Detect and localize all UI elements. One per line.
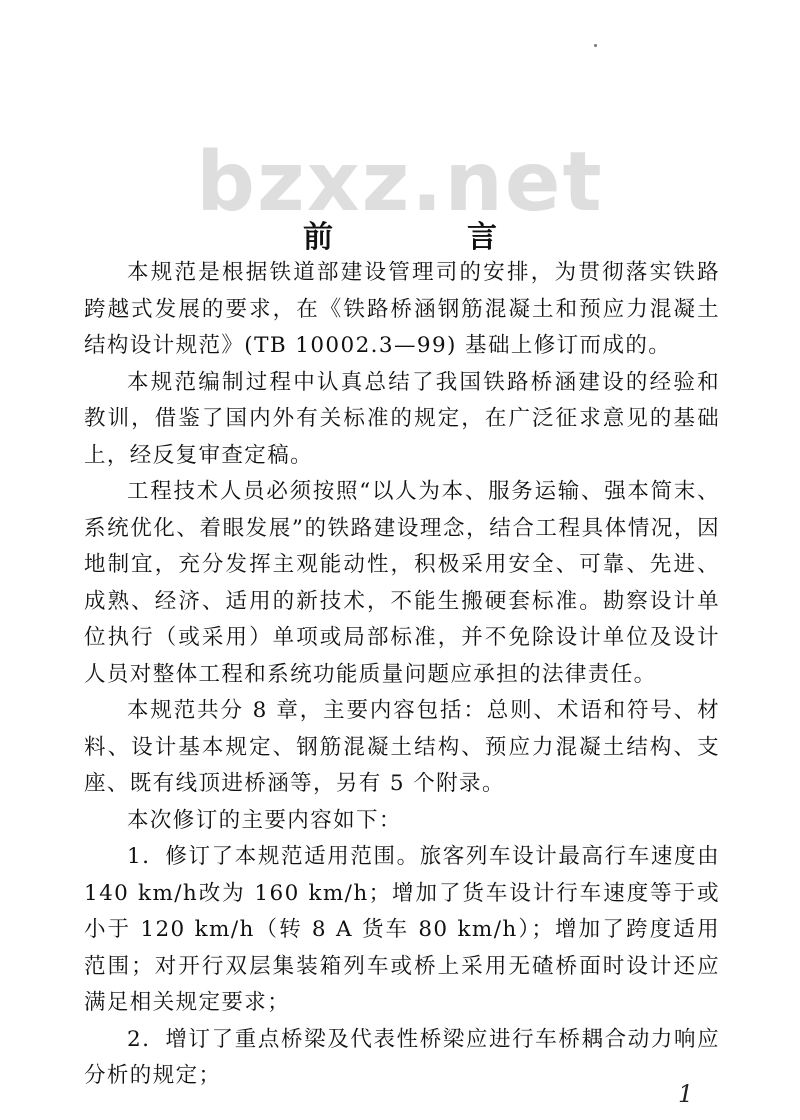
paragraph-2: 本规范编制过程中认真总结了我国铁路桥涵建设的经验和教训，借鉴了国内外有关标准的规定，在广泛征求意见的基础上，经反复审查定稿。 xyxy=(84,369,720,468)
paragraph-1: 本规范是根据铁道部建设管理司的安排，为贯彻落实铁路跨越式发展的要求，在《铁路桥涵钢筋混凝土和预应力混凝土结构设计规范》(TB 10002.3—99) 基础上修订而成的。 xyxy=(84,260,720,358)
watermark: bzxz.net xyxy=(196,135,604,230)
paragraph-6: 1．修订了本规范适用范围。旅客列车设计最高行车速度由 140 km/h改为 160 km/h；增加了货车设计行车速度等于或小于 120 km/h（转 8 A 货车 80 km/h）；增加了跨度适用范围；对开行双层集装箱列车或桥上采用无碴桥面时设计还应满足相关规定要求； xyxy=(84,844,720,1015)
paragraph-7: 2．增订了重点桥梁及代表性桥梁应进行车桥耦合动力响应分析的规定； xyxy=(84,1026,720,1088)
paragraph-5: 本次修订的主要内容如下： xyxy=(127,807,402,833)
scan-speck xyxy=(594,44,597,47)
page-title: 前 言 xyxy=(303,220,549,256)
preface-body xyxy=(84,255,720,1095)
paragraph-3: 工程技术人员必须按照“以人为本、服务运输、强本简末、系统优化、着眼发展”的铁路建设理念，结合工程具体情况，因地制宜，充分发挥主观能动性，积极采用安全、可靠、先进、成熟、经济、适用的新技术，不能生搬硬套标准。勘察设计单位执行（或采用）单项或局部标准，并不免除设计单位及设计人员对整体工程和系统功能质量问题应承担的法律责任。 xyxy=(84,479,720,687)
paragraph-4: 本规范共分 8 章，主要内容包括：总则、术语和符号、材料、设计基本规定、钢筋混凝土结构、预应力混凝土结构、支座、既有线顶进桥涵等，另有 5 个附录。 xyxy=(84,698,720,796)
page-number: 1 xyxy=(678,1080,694,1108)
